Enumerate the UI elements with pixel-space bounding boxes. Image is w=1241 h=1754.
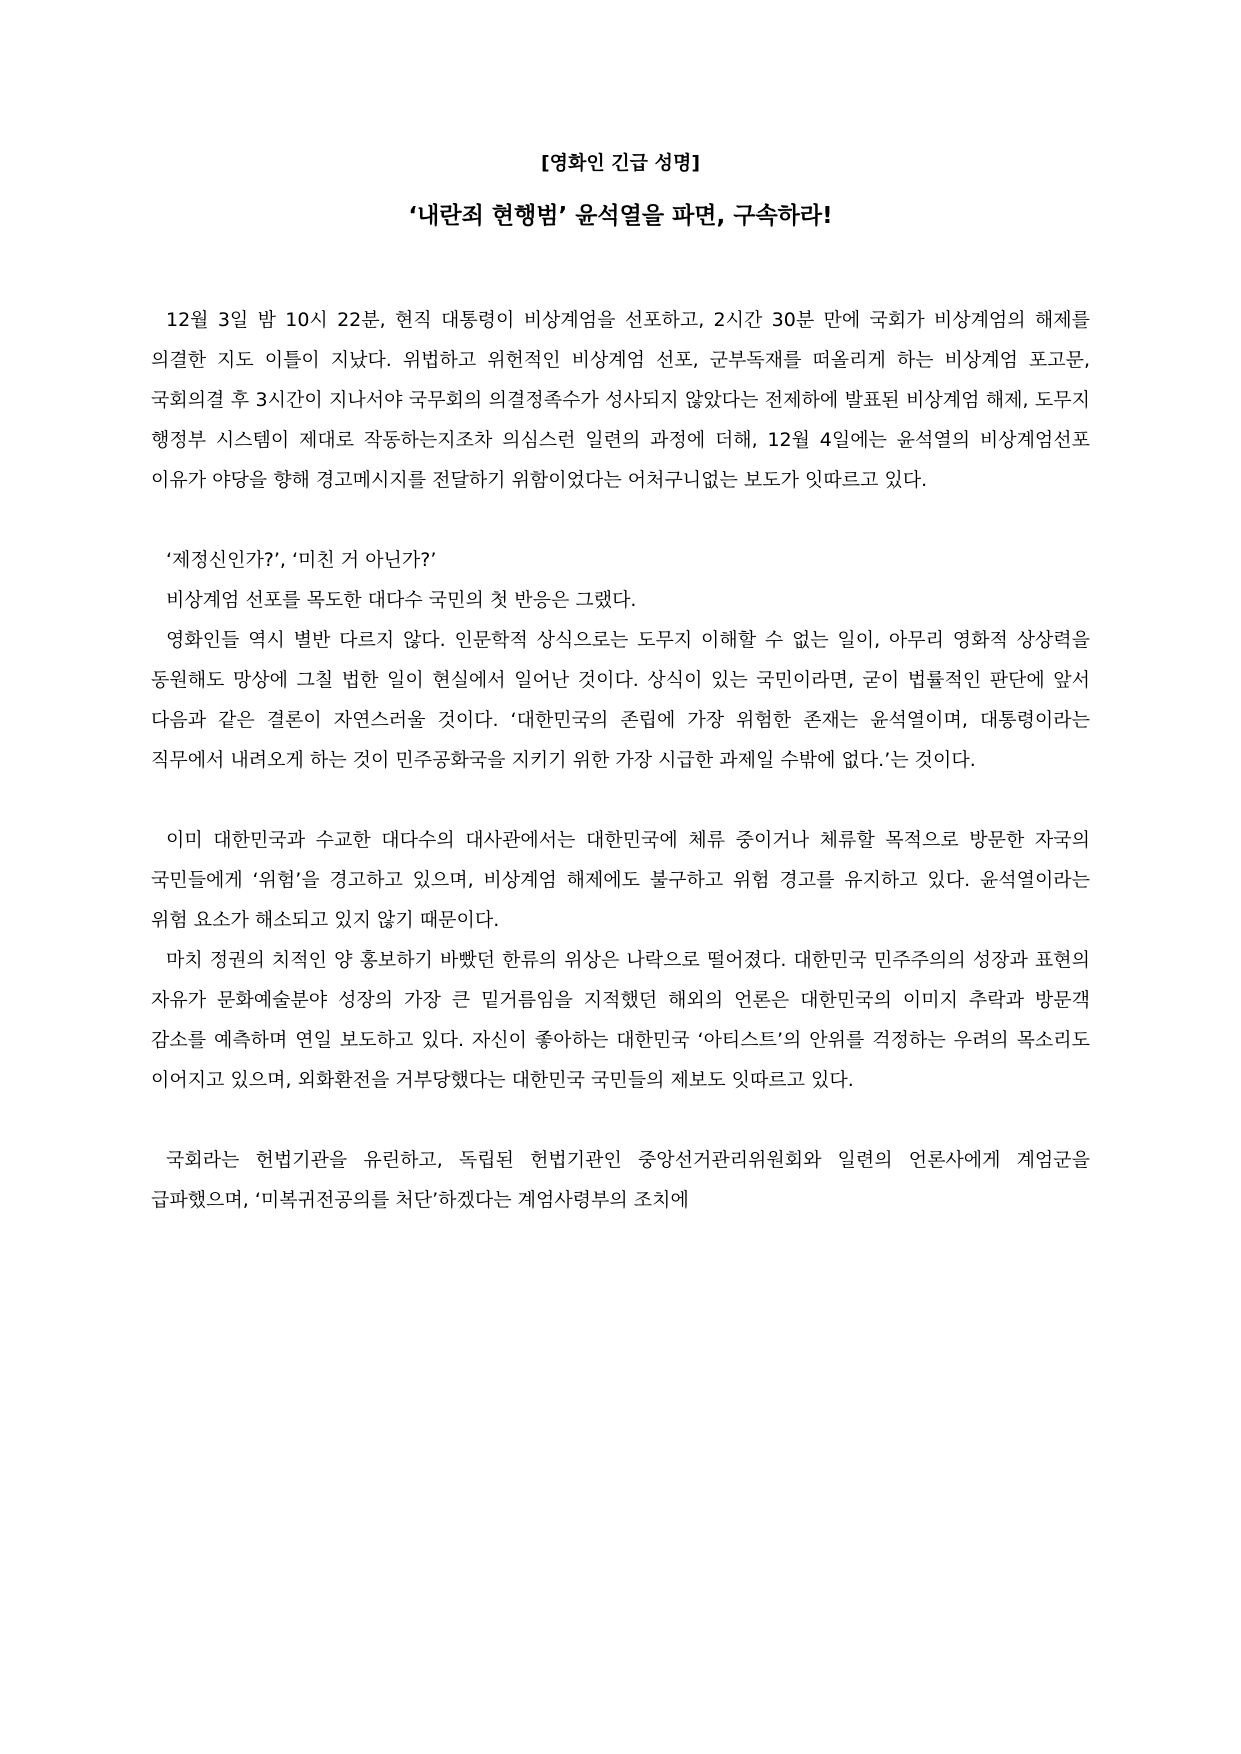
statement-tag: [영화인 긴급 성명] [540, 152, 701, 174]
paragraph-national-assembly: 국회라는 헌법기관을 유린하고, 독립된 헌법기관인 중앙선거관리위원회와 일련의 언론사에게 계엄군을 급파했으며, ‘미복귀전공의를 처단’하겠다는 계엄사령부의 조치에 [151, 1149, 1090, 1211]
paragraph-embassy-warnings: 이미 대한민국과 수교한 대다수의 대사관에서는 대한민국에 체류 중이거나 체류할 목적으로 방문한 자국의 국민들에게 ‘위험’을 경고하고 있으며, 비상계엄 해제에도 불구하고 위험 경고를 유지하고 있다. 윤석열이라는 위험 요소가 해소되고 있지 않기 때문이다. [151, 829, 1090, 931]
paragraph-martial-law-timeline: 12월 3일 밤 10시 22분, 현직 대통령이 비상계엄을 선포하고, 2시간 30분 만에 국회가 비상계엄의 해제를 의결한 지도 이틀이 지났다. 위법하고 위헌적인 비상계엄 선포, 군부독재를 떠올리게 하는 비상계엄 포고문, 국회의결 후 3시간이 지나서야 국무회의 의결정족수가 성사되지 않았다는 전제하에 발표된 비상계엄 해제, 도무지 행정부 시스템이 제대로 작동하는지조차 의심스런 일련의 과정에 더해, 12월 4일에는 윤석열의 비상계엄선포 이유가 야당을 향해 경고메시지를 전달하기 위함이었다는 어처구니없는 보도가 잇따르고 있다. [151, 309, 1090, 491]
paragraph-reaction-quote: ‘제정신인가?’, ‘미친 거 아닌가?’ [166, 549, 437, 571]
paragraph-gap [151, 780, 1090, 820]
paragraph-hallyu-status: 마치 정권의 치적인 양 홍보하기 바빴던 한류의 위상은 나락으로 떨어졌다. 대한민국 민주주의의 성장과 표현의 자유가 문화예술분야 성장의 가장 큰 밑거름임을 지적했던 해외의 언론은 대한민국의 이미지 추락과 방문객 감소를 예측하며 연일 보도하고 있다. 자신이 좋아하는 대한민국 ‘아티스트’의 안위를 걱정하는 우려의 목소리도 이어지고 있으며, 외화환전을 거부당했다는 대한민국 국민들의 제보도 잇따르고 있다. [151, 949, 1090, 1091]
statement-title: ‘내란죄 현행범’ 윤석열을 파면, 구속하라! [408, 203, 833, 229]
paragraph-filmmakers-view: 영화인들 역시 별반 다르지 않다. 인문학적 상식으로는 도무지 이해할 수 없는 일이, 아무리 영화적 상상력을 동원해도 망상에 그칠 법한 일이 현실에서 일어난 것이다. 상식이 있는 국민이라면, 굳이 법률적인 판단에 앞서 다음과 같은 결론이 자연스러울 것이다. ‘대한민국의 존립에 가장 위험한 존재는 윤석열이며, 대통령이라는 직무에서 내려오게 하는 것이 민주공화국을 지키기 위한 가장 시급한 과제일 수밖에 없다.’는 것이다. [151, 629, 1090, 771]
paragraph-public-reaction: 비상계엄 선포를 목도한 대다수 국민의 첫 반응은 그랬다. [166, 589, 637, 611]
paragraph-gap [151, 500, 1090, 540]
paragraph-gap [151, 1100, 1090, 1140]
statement-body [151, 300, 1090, 1220]
